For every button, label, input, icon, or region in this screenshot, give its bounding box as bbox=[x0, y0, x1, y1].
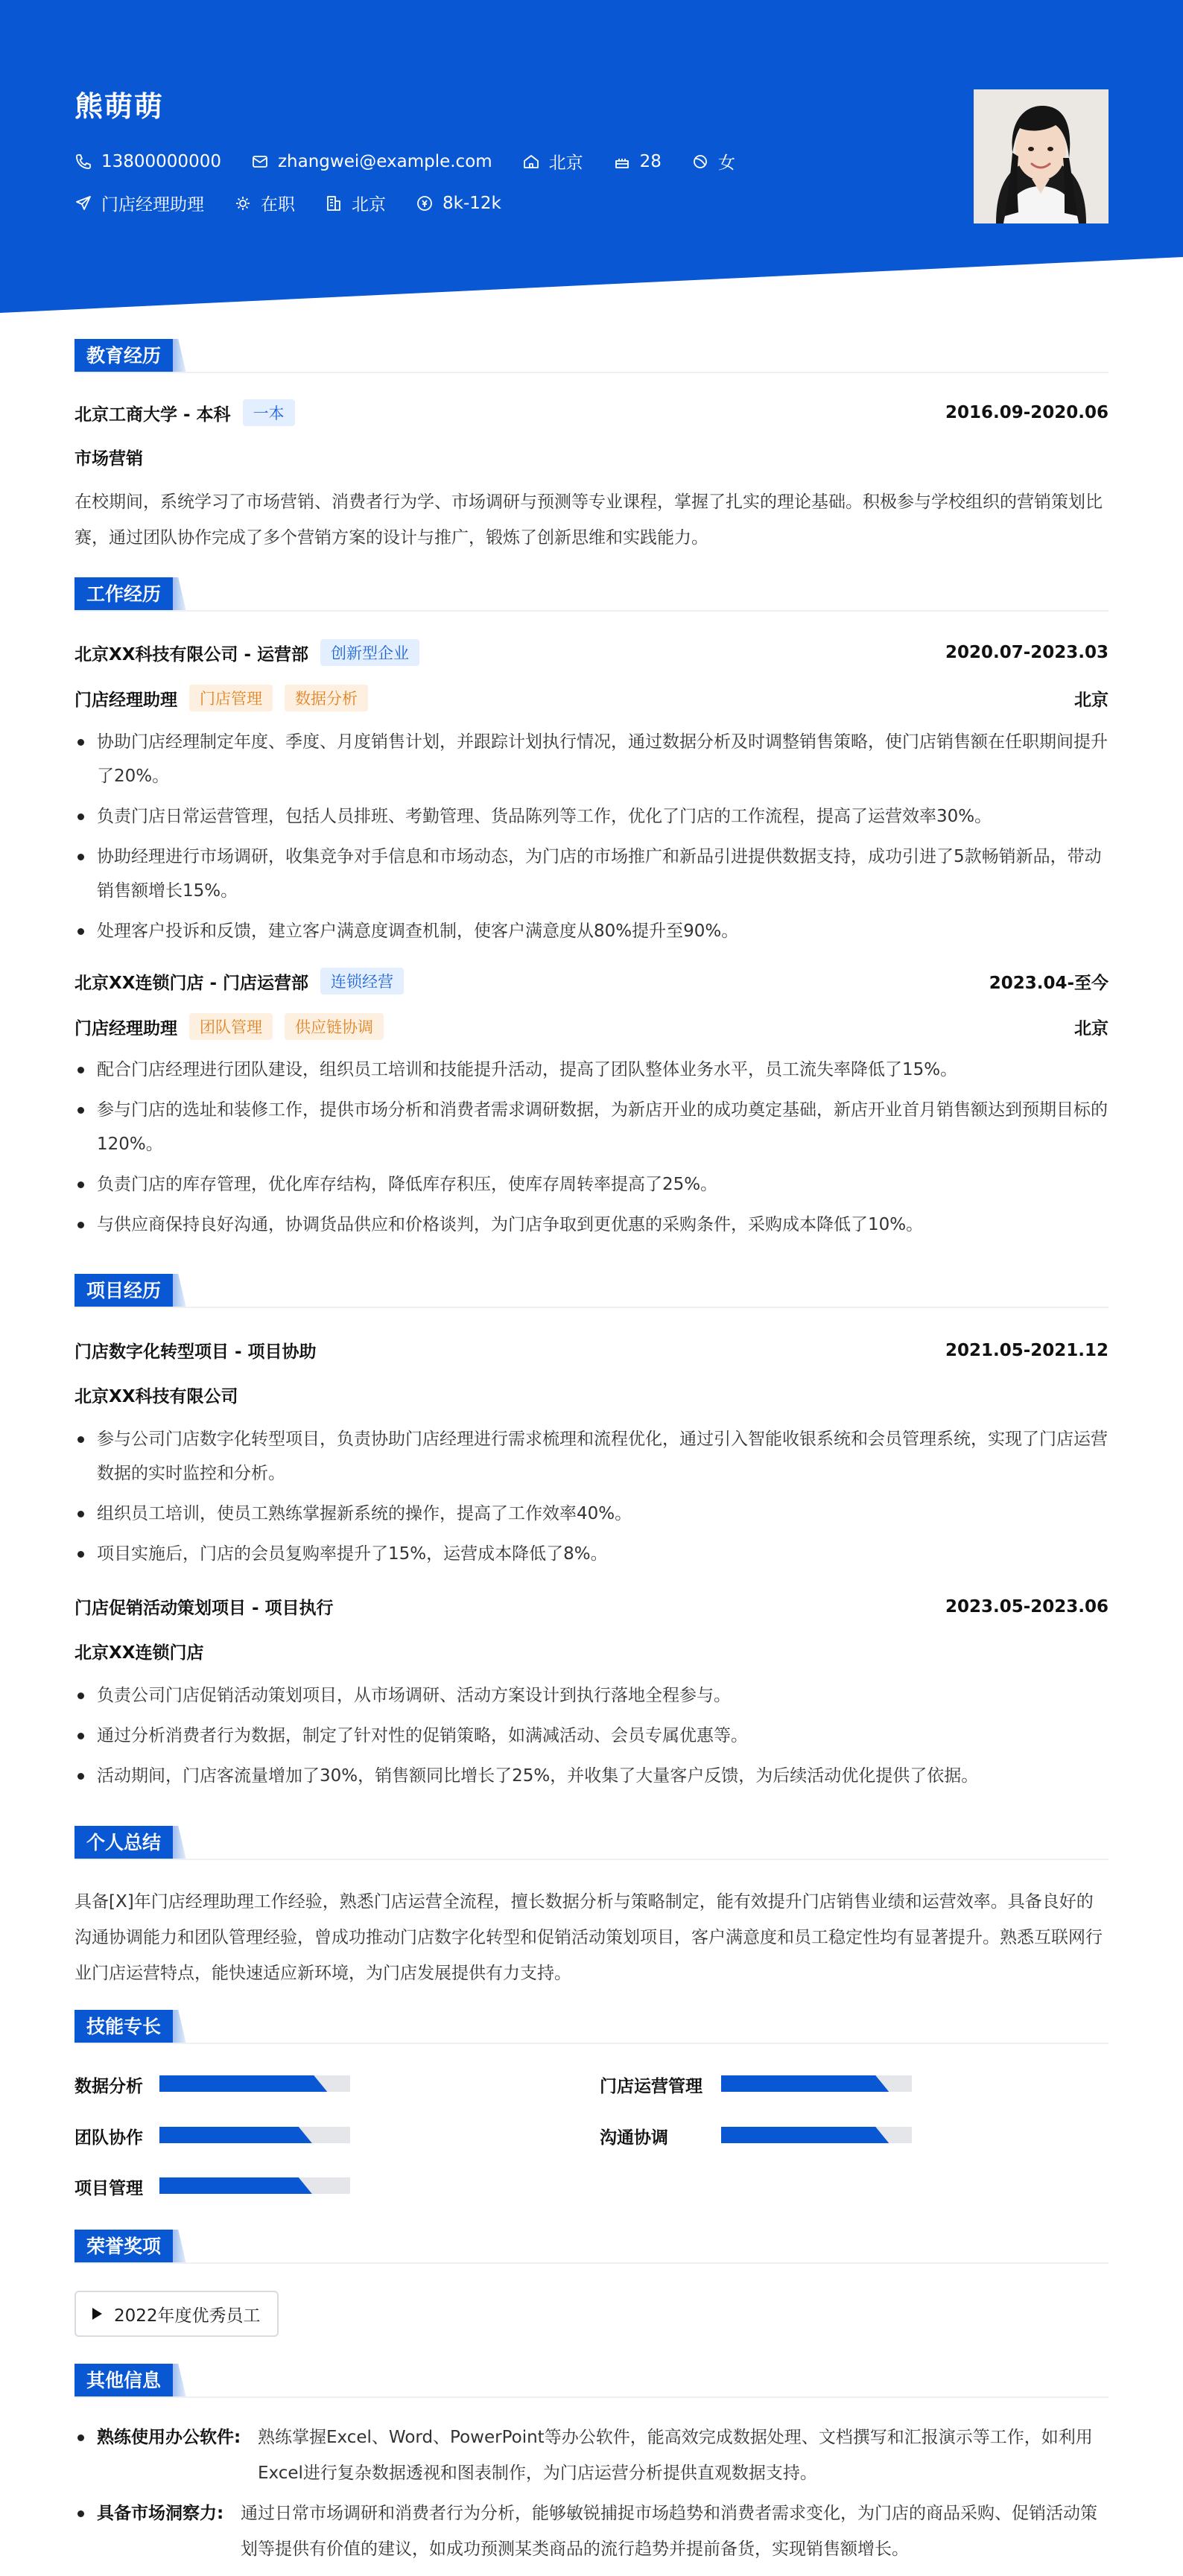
project-details bbox=[74, 1422, 1109, 1577]
honors-title: 荣誉奖项 bbox=[74, 2230, 173, 2264]
email-info bbox=[251, 152, 492, 171]
education-description: 在校期间，系统学习了市场营销、消费者行为学、市场调研与预测等专业课程，掌握了扎实的理论基础。积极参与学校组织的营销策划比赛，通过团队协作完成了多个营销方案的设计与推广，锻炼了创新思维和实践能力。 bbox=[74, 492, 1103, 548]
company-tag: 连锁经营 bbox=[320, 968, 404, 994]
age-text: 28 bbox=[639, 151, 662, 171]
project-name-row bbox=[74, 1338, 1109, 1362]
skill-item bbox=[600, 2072, 702, 2097]
section-divider bbox=[74, 2043, 1109, 2044]
education-period: 2016.09-2020.06 bbox=[945, 403, 1109, 422]
status-icon bbox=[234, 194, 252, 212]
company-name: 北京XX连锁门店 - 门店运营部 bbox=[74, 973, 309, 993]
education-major-row bbox=[74, 445, 1109, 469]
summary-section-header bbox=[74, 1826, 1109, 1860]
job-period: 2020.07-2023.03 bbox=[945, 643, 1109, 662]
salary-info bbox=[416, 194, 501, 213]
section-divider bbox=[74, 610, 1109, 612]
bullet-dot bbox=[77, 2510, 84, 2517]
job-location: 北京 bbox=[1074, 1018, 1109, 1038]
phone-icon bbox=[74, 153, 92, 171]
skill-bar bbox=[159, 2075, 350, 2092]
skill-bar bbox=[721, 2127, 912, 2143]
skills-title: 技能专长 bbox=[74, 2010, 173, 2044]
job-role-row bbox=[74, 685, 1109, 711]
project-org: 北京XX连锁门店 bbox=[74, 1643, 204, 1663]
skill-name: 沟通协调 bbox=[600, 2128, 668, 2148]
list-item: 参与公司门店数字化转型项目，负责协助门店经理进行需求梳理和流程优化，通过引入智能收银系统和会员管理系统，实现了门店运营数据的实时监控和分析。 bbox=[74, 1422, 1109, 1491]
profile-photo bbox=[974, 89, 1109, 223]
section-divider bbox=[74, 2396, 1109, 2398]
skill-name: 数据分析 bbox=[74, 2077, 143, 2096]
list-item: 与供应商保持良好沟通，协调货品供应和价格谈判，为门店争取到更优惠的采购条件，采购成本降低了10%。 bbox=[74, 1208, 1109, 1242]
project-period: 2021.05-2021.12 bbox=[945, 1340, 1109, 1360]
list-item: 负责公司门店促销活动策划项目，从市场调研、活动方案设计到执行落地全程参与。 bbox=[74, 1678, 1109, 1713]
skill-bar bbox=[159, 2177, 350, 2194]
work-section-header bbox=[74, 577, 1109, 612]
mail-icon bbox=[251, 153, 269, 171]
project-period: 2023.05-2023.06 bbox=[945, 1596, 1109, 1617]
bullet-dot bbox=[77, 2434, 84, 2441]
skills-section-header bbox=[74, 2010, 1109, 2044]
target-city-text: 北京 bbox=[352, 195, 386, 215]
skill-item bbox=[600, 2124, 668, 2148]
honor-item bbox=[74, 2291, 279, 2337]
other-section-header bbox=[74, 2364, 1109, 2398]
list-item: 通过分析消费者行为数据，制定了针对性的促销策略，如满减活动、会员专属优惠等。 bbox=[74, 1719, 1109, 1753]
job-role: 门店经理助理 bbox=[74, 690, 177, 710]
company-name: 北京XX科技有限公司 - 运营部 bbox=[74, 644, 309, 664]
skill-tag: 数据分析 bbox=[285, 685, 368, 711]
gender-info bbox=[691, 149, 735, 174]
other-info-value: 通过日常市场调研和消费者行为分析，能够敏锐捕捉市场趋势和消费者需求变化，为门店的商品采购、促销活动策划等提供有价值的建议，如成功预测某类商品的流行趋势并提前备货，实现销售额增长。 bbox=[241, 2504, 1097, 2559]
other-title: 其他信息 bbox=[74, 2364, 173, 2398]
skill-fill bbox=[159, 2075, 327, 2092]
skill-item bbox=[74, 2124, 143, 2148]
list-item: 协助门店经理制定年度、季度、月度销售计划，并跟踪计划执行情况，通过数据分析及时调整销售策略，使门店销售额在任职期间提升了20%。 bbox=[74, 725, 1109, 793]
skill-name: 项目管理 bbox=[74, 2179, 143, 2198]
other-info-key: 熟练使用办公软件: bbox=[97, 2428, 241, 2447]
status-info bbox=[234, 191, 295, 215]
skill-tag: 供应链协调 bbox=[285, 1013, 384, 1040]
skill-fill bbox=[159, 2127, 312, 2143]
list-item: 配合门店经理进行团队建设，组织员工培训和技能提升活动，提高了团队整体业务水平，员工流失率降低了15%。 bbox=[74, 1053, 1109, 1087]
summary-text: 具备[X]年门店经理助理工作经验，熟悉门店运营全流程，擅长数据分析与策略制定，能有效提升门店销售业绩和运营效率。具备良好的沟通协调能力和团队管理经验，曾成功推动门店数字化转型和促销活动策划项目，客户满意度和员工稳定性均有显著提升。熟悉互联网行业门店运营特点，能快速适应新环境，为门店发展提供有力支持。 bbox=[74, 1892, 1103, 1983]
email-text: zhangwei@example.com bbox=[277, 151, 492, 171]
list-item: 参与门店的选址和装修工作，提供市场分析和消费者需求调研数据，为新店开业的成功奠定基础，新店开业首月销售额达到预期目标的120%。 bbox=[74, 1093, 1109, 1161]
project-name: 门店数字化转型项目 - 项目协助 bbox=[74, 1342, 317, 1362]
skill-tag: 门店管理 bbox=[189, 685, 273, 711]
city-text: 北京 bbox=[548, 153, 583, 173]
job-responsibilities bbox=[74, 1053, 1109, 1248]
project-name-row bbox=[74, 1594, 1109, 1619]
project-org-row bbox=[74, 1639, 1109, 1663]
section-divider bbox=[74, 2262, 1109, 2264]
work-title: 工作经历 bbox=[74, 577, 173, 612]
project-name: 门店促销活动策划项目 - 项目执行 bbox=[74, 1599, 334, 1618]
job-role: 门店经理助理 bbox=[74, 1018, 177, 1038]
education-section-header bbox=[74, 339, 1109, 373]
target-city-info bbox=[325, 191, 386, 215]
school-name: 北京工商大学 - 本科 bbox=[74, 405, 231, 425]
cake-icon bbox=[613, 153, 631, 171]
section-divider bbox=[74, 1307, 1109, 1308]
status-text: 在职 bbox=[261, 195, 295, 215]
section-divider bbox=[74, 372, 1109, 373]
project-org: 北京XX科技有限公司 bbox=[74, 1387, 238, 1406]
honors-section-header bbox=[74, 2230, 1109, 2264]
job-intent-row bbox=[74, 191, 531, 215]
summary-title: 个人总结 bbox=[74, 1826, 173, 1860]
job-company-row bbox=[74, 968, 1109, 994]
school-tag: 一本 bbox=[243, 399, 295, 426]
list-item: 组织员工培训，使员工熟练掌握新系统的操作，提高了工作效率40%。 bbox=[74, 1497, 1109, 1531]
section-divider bbox=[74, 1859, 1109, 1860]
money-icon bbox=[416, 194, 434, 212]
gender-text: 女 bbox=[717, 153, 735, 173]
age-info bbox=[613, 152, 662, 171]
other-info-item bbox=[74, 2420, 1109, 2491]
projects-title: 项目经历 bbox=[74, 1274, 173, 1308]
skill-name: 团队协作 bbox=[74, 2128, 143, 2148]
honor-text: 2022年度优秀员工 bbox=[114, 2306, 261, 2326]
target-job-info bbox=[74, 191, 204, 215]
job-company-row bbox=[74, 639, 1109, 666]
send-icon bbox=[74, 194, 92, 212]
salary-text: 8k-12k bbox=[443, 193, 501, 213]
skill-item bbox=[74, 2072, 143, 2097]
other-info-key: 具备市场洞察力: bbox=[97, 2504, 224, 2523]
company-tag: 创新型企业 bbox=[320, 639, 419, 666]
building-icon bbox=[325, 194, 343, 212]
list-item: 负责门店的库存管理，优化库存结构，降低库存积压，使库存周转率提高了25%。 bbox=[74, 1167, 1109, 1202]
list-item: 活动期间，门店客流量增加了30%，销售额同比增长了25%，并收集了大量客户反馈，为后续活动优化提供了依据。 bbox=[74, 1759, 1109, 1793]
target-job-text: 门店经理助理 bbox=[101, 195, 204, 215]
other-info-value: 熟练掌握Excel、Word、PowerPoint等办公软件，能高效完成数据处理、文档撰写和汇报演示等工作，如利用Excel进行复杂数据透视和图表制作，为门店运营分析提供直观数据支持。 bbox=[258, 2428, 1093, 2483]
phone-text: 13800000000 bbox=[101, 151, 221, 171]
job-role-row bbox=[74, 1013, 1109, 1040]
skill-item bbox=[74, 2174, 143, 2199]
skill-fill bbox=[721, 2127, 889, 2143]
list-item: 协助经理进行市场调研，收集竞争对手信息和市场动态，为门店的市场推广和新品引进提供数据支持，成功引进了5款畅销新品，带动销售额增长15%。 bbox=[74, 840, 1109, 908]
major-name: 市场营销 bbox=[74, 449, 143, 469]
education-school-row bbox=[74, 399, 1109, 426]
gender-icon bbox=[691, 153, 709, 171]
job-period: 2023.04-至今 bbox=[989, 973, 1109, 993]
job-location: 北京 bbox=[1074, 690, 1109, 710]
skill-fill bbox=[721, 2075, 889, 2092]
skill-fill bbox=[159, 2177, 312, 2194]
candidate-name: 熊萌萌 bbox=[74, 90, 165, 123]
contact-row bbox=[74, 149, 765, 174]
city-info bbox=[522, 149, 583, 174]
skill-name: 门店运营管理 bbox=[600, 2077, 702, 2096]
skill-tag: 团队管理 bbox=[189, 1013, 273, 1040]
education-title: 教育经历 bbox=[74, 339, 173, 373]
project-details bbox=[74, 1678, 1109, 1799]
skill-bar bbox=[721, 2075, 912, 2092]
list-item: 处理客户投诉和反馈，建立客户满意度调查机制，使客户满意度从80%提升至90%。 bbox=[74, 914, 1109, 948]
projects-section-header bbox=[74, 1274, 1109, 1308]
project-org-row bbox=[74, 1383, 1109, 1407]
phone-info bbox=[74, 152, 221, 171]
triangle-icon bbox=[92, 2308, 102, 2320]
list-item: 负责门店日常运营管理，包括人员排班、考勤管理、货品陈列等工作，优化了门店的工作流程，提高了运营效率30%。 bbox=[74, 799, 1109, 834]
list-item: 项目实施后，门店的会员复购率提升了15%，运营成本降低了8%。 bbox=[74, 1537, 1109, 1571]
job-responsibilities bbox=[74, 725, 1109, 954]
home-icon bbox=[522, 153, 540, 171]
other-info-item bbox=[74, 2496, 1109, 2567]
skill-bar bbox=[159, 2127, 350, 2143]
